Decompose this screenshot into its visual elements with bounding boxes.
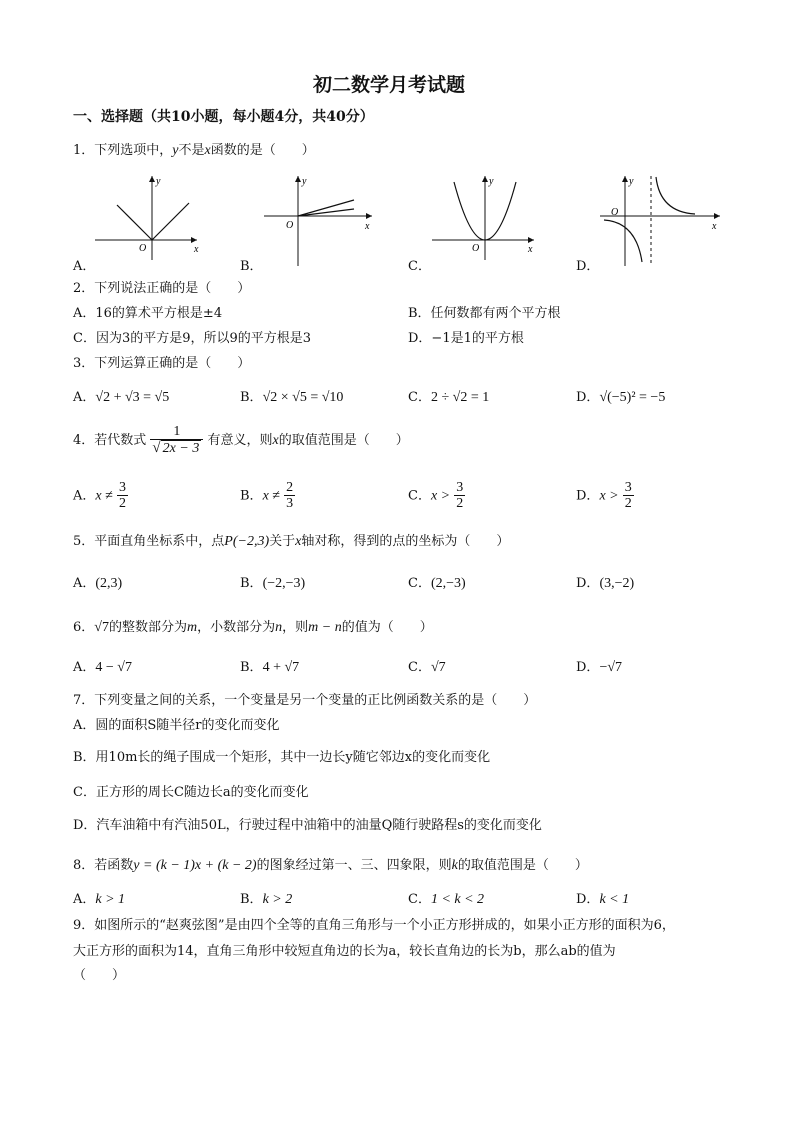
- q8-option-a: A．k > 1: [73, 892, 126, 907]
- svg-text:y: y: [489, 176, 494, 187]
- q6-option-d: D．−√7: [576, 660, 623, 675]
- origin-label: O: [139, 243, 147, 254]
- graph-c: [430, 172, 540, 262]
- q4-fraction: $\frac{1}{√ 2x - 3}$: [150, 424, 203, 457]
- q8-option-d: D．k < 1: [576, 892, 630, 907]
- q3-option-d: D．√(−5)² = −5: [576, 390, 666, 405]
- svg-text:O: O: [286, 220, 294, 231]
- section-heading: 一、选择题（共10小题，每小题4分，共40分）: [73, 109, 374, 125]
- q7-option-b: B．用10m长的绳子围成一个矩形，其中一边长y随它邻边x的变化而变化: [73, 750, 491, 765]
- question-9-line-1: 9．如图所示的“赵爽弦图”是由四个全等的直角三角形与一个小正方形拼成的，如果小正方形的面积为6，: [73, 918, 675, 933]
- q3-option-c: C．2 ÷ √2 = 1: [408, 390, 490, 405]
- graph-d: [598, 172, 723, 267]
- svg-text:x: x: [528, 244, 533, 255]
- q4-option-a: A．x ≠ $\frac{3}{2}$: [73, 480, 126, 512]
- svg-text:O: O: [472, 243, 480, 254]
- svg-text:y: y: [629, 176, 634, 187]
- x-axis-label: x: [194, 244, 199, 255]
- graph-a: [93, 172, 203, 262]
- graph-b: [262, 172, 377, 267]
- q6-option-c: C．√7: [408, 660, 446, 675]
- question-1-stem: 1．下列选项中，y不是x函数的是（ ）: [73, 143, 315, 158]
- q8-option-c: C．1 < k < 2: [408, 892, 485, 907]
- page-title: 初二数学月考试题: [313, 74, 466, 96]
- q5-option-d: D．(3,−2): [576, 576, 635, 591]
- y-axis-label: y: [156, 176, 161, 187]
- question-5-stem: 5．平面直角坐标系中，点P(−2,3)关于x轴对称，得到的点的坐标为（ ）: [73, 534, 510, 549]
- option-d-label: D．: [576, 259, 600, 274]
- svg-text:O: O: [611, 207, 619, 218]
- q2-option-d: D．−1是1的平方根: [408, 331, 524, 346]
- q6-option-b: B．4 + √7: [240, 660, 300, 675]
- q3-option-a: A．√2 + √3 = √5: [73, 390, 170, 405]
- q7-option-c: C．正方形的周长C随边长a的变化而变化: [73, 785, 309, 800]
- q2-option-b: B．任何数都有两个平方根: [408, 306, 561, 321]
- q8-option-b: B．k > 2: [240, 892, 293, 907]
- q3-option-b: B．√2 × √5 = √10: [240, 390, 344, 405]
- option-c-label: C．: [408, 259, 431, 274]
- svg-text:y: y: [302, 176, 307, 187]
- question-9-line-2: 大正方形的面积为14，直角三角形中较短直角边的长为a，较长直角边的长为b，那么ab的值为: [73, 944, 616, 959]
- q2-option-c: C．因为3的平方是9，所以9的平方根是3: [73, 331, 312, 346]
- question-6-stem: 6．√7的整数部分为m，小数部分为n，则m − n的值为（ ）: [73, 620, 433, 635]
- q5-option-a: A．(2,3): [73, 576, 123, 591]
- q7-option-a: A．圆的面积S随半径r的变化而变化: [73, 718, 280, 733]
- question-9-line-3: （ ）: [73, 968, 126, 983]
- q4-option-c: C．x > $\frac{3}{2}$: [408, 480, 464, 512]
- q6-option-a: A．4 − √7: [73, 660, 132, 675]
- q5-option-c: C．(2,−3): [408, 576, 466, 591]
- svg-text:x: x: [365, 221, 370, 232]
- q5-option-b: B．(−2,−3): [240, 576, 306, 591]
- option-b-label: B．: [240, 259, 263, 274]
- q2-option-a: A．16的算术平方根是±4: [73, 306, 223, 321]
- q7-option-d: D．汽车油箱中有汽油50L，行驶过程中油箱中的油量Q随行驶路程s的变化而变化: [73, 818, 542, 833]
- q4-option-d: D．x > $\frac{3}{2}$: [576, 480, 632, 512]
- question-7-stem: 7．下列变量之间的关系，一个变量是另一个变量的正比例函数关系的是（ ）: [73, 693, 537, 708]
- svg-text:x: x: [712, 221, 717, 232]
- question-8-stem: 8．若函数y = (k − 1)x + (k − 2)的图象经过第一、三、四象限，则k的取值范围是（ ）: [73, 858, 588, 873]
- question-4-stem: 4．若代数式 $\frac{1}{√ 2x - 3}$ 有意义，则x的取值范围是（ ）: [73, 424, 409, 457]
- option-a-label: A．: [73, 259, 96, 274]
- q4-option-b: B．x ≠ $\frac{2}{3}$: [240, 480, 294, 512]
- question-2-stem: 2．下列说法正确的是（ ）: [73, 281, 251, 296]
- question-3-stem: 3．下列运算正确的是（ ）: [73, 356, 251, 371]
